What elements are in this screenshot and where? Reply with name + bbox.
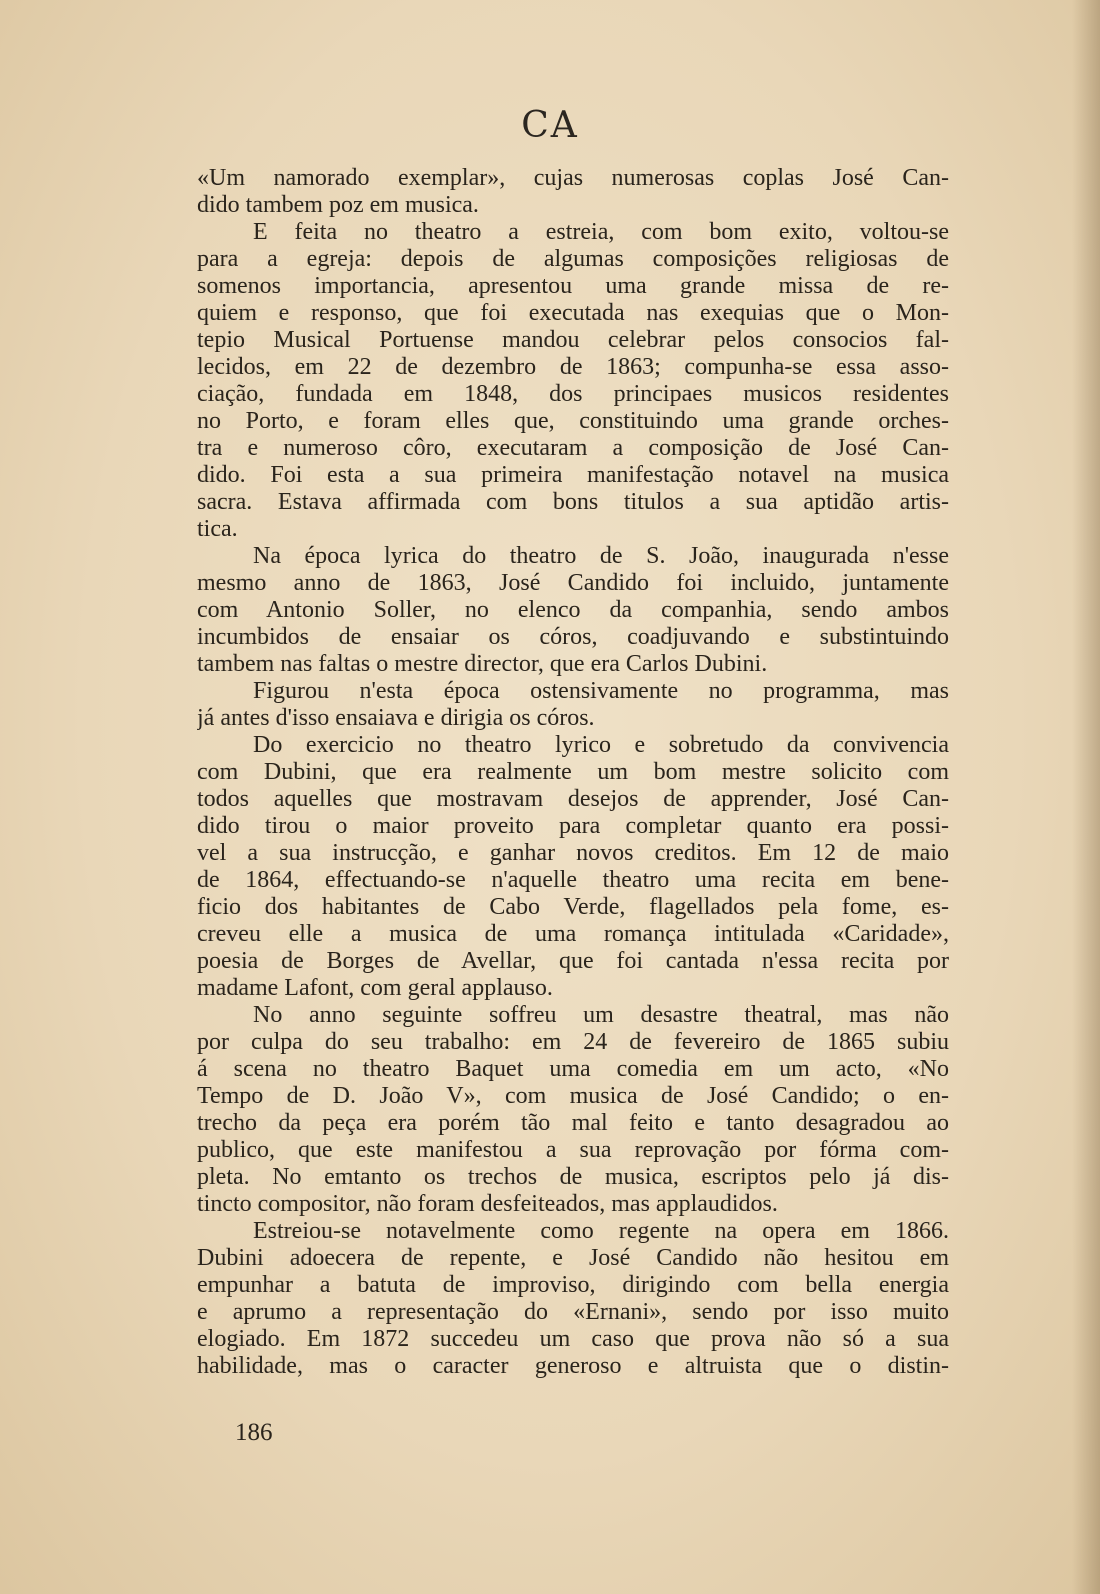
text-line: poesia de Borges de Avellar, que foi cantada n'essa recita por <box>197 948 949 974</box>
text-line: lecidos, em 22 de dezembro de 1863; compunha-se essa asso- <box>197 354 949 380</box>
text-line: Dubini adoecera de repente, e José Candido não hesitou em <box>197 1245 949 1271</box>
text-line: mesmo anno de 1863, José Candido foi incluido, juntamente <box>197 570 949 596</box>
text-line: E feita no theatro a estreia, com bom exito, voltou-se <box>253 219 949 245</box>
text-line: de 1864, effectuando-se n'aquelle theatro uma recita em bene- <box>197 867 949 893</box>
text-line: já antes d'isso ensaiava e dirigia os córos. <box>197 705 595 731</box>
text-line: Na época lyrica do theatro de S. João, inaugurada n'esse <box>253 543 949 569</box>
text-line: «Um namorado exemplar», cujas numerosas coplas José Can- <box>197 165 949 191</box>
text-line: elogiado. Em 1872 succedeu um caso que prova não só a sua <box>197 1326 949 1352</box>
text-line: e aprumo a representação do «Ernani», sendo por isso muito <box>197 1299 949 1325</box>
text-line: para a egreja: depois de algumas composições religiosas de <box>197 246 949 272</box>
text-line: Figurou n'esta época ostensivamente no programma, mas <box>253 678 949 704</box>
text-line: á scena no theatro Baquet uma comedia em um acto, «No <box>197 1056 949 1082</box>
paragraph <box>197 1002 949 1218</box>
paragraph <box>197 678 949 732</box>
text-line: quiem e responso, que foi executada nas exequias que o Mon- <box>197 300 949 326</box>
text-line: Do exercicio no theatro lyrico e sobretudo da convivencia <box>253 732 949 758</box>
text-line: tepio Musical Portuense mandou celebrar pelos consocios fal- <box>197 327 949 353</box>
text-line: todos aquelles que mostravam desejos de apprender, José Can- <box>197 786 949 812</box>
text-line: com Antonio Soller, no elenco da companhia, sendo ambos <box>197 597 949 623</box>
text-line: dido. Foi esta a sua primeira manifestação notavel na musica <box>197 462 949 488</box>
text-line: madame Lafont, com geral applauso. <box>197 975 553 1001</box>
text-line: publico, que este manifestou a sua reprovação por fórma com- <box>197 1137 949 1163</box>
body-text <box>197 165 949 1380</box>
text-line: com Dubini, que era realmente um bom mestre solicito com <box>197 759 949 785</box>
text-line: dido tambem poz em musica. <box>197 192 479 218</box>
text-line: pleta. No emtanto os trechos de musica, escriptos pelo já dis- <box>197 1164 949 1190</box>
running-header: CA <box>521 105 579 146</box>
paragraph <box>197 1218 949 1380</box>
text-line: no Porto, e foram elles que, constituindo uma grande orches- <box>197 408 949 434</box>
text-line: tica. <box>197 516 238 542</box>
text-line: habilidade, mas o caracter generoso e altruista que o distin- <box>197 1353 949 1379</box>
paragraph <box>197 165 949 219</box>
page-number: 186 <box>235 1419 273 1446</box>
text-line: No anno seguinte soffreu um desastre theatral, mas não <box>253 1002 949 1028</box>
text-line: trecho da peça era porém tão mal feito e tanto desagradou ao <box>197 1110 949 1136</box>
text-line: empunhar a batuta de improviso, dirigindo com bella energia <box>197 1272 949 1298</box>
page-edge-shadow <box>1072 0 1100 1594</box>
text-line: ficio dos habitantes de Cabo Verde, flagellados pela fome, es- <box>197 894 949 920</box>
text-line: por culpa do seu trabalho: em 24 de fevereiro de 1865 subiu <box>197 1029 949 1055</box>
text-line: tra e numeroso côro, executaram a composição de José Can- <box>197 435 949 461</box>
text-line: vel a sua instrucção, e ganhar novos creditos. Em 12 de maio <box>197 840 949 866</box>
text-line: creveu elle a musica de uma romança intitulada «Caridade», <box>197 921 949 947</box>
paragraph <box>197 732 949 1002</box>
text-line: tincto compositor, não foram desfeiteados, mas applaudidos. <box>197 1191 778 1217</box>
paragraph <box>197 219 949 543</box>
text-line: incumbidos de ensaiar os córos, coadjuvando e substintuindo <box>197 624 949 650</box>
paragraph <box>197 543 949 678</box>
text-line: tambem nas faltas o mestre director, que era Carlos Dubini. <box>197 651 768 677</box>
text-line: dido tirou o maior proveito para completar quanto era possi- <box>197 813 949 839</box>
text-line: somenos importancia, apresentou uma grande missa de re- <box>197 273 949 299</box>
text-line: sacra. Estava affirmada com bons titulos a sua aptidão artis- <box>197 489 949 515</box>
text-line: ciação, fundada em 1848, dos principaes musicos residentes <box>197 381 949 407</box>
text-line: Estreiou-se notavelmente como regente na opera em 1866. <box>253 1218 949 1244</box>
text-line: Tempo de D. João V», com musica de José Candido; o en- <box>197 1083 949 1109</box>
